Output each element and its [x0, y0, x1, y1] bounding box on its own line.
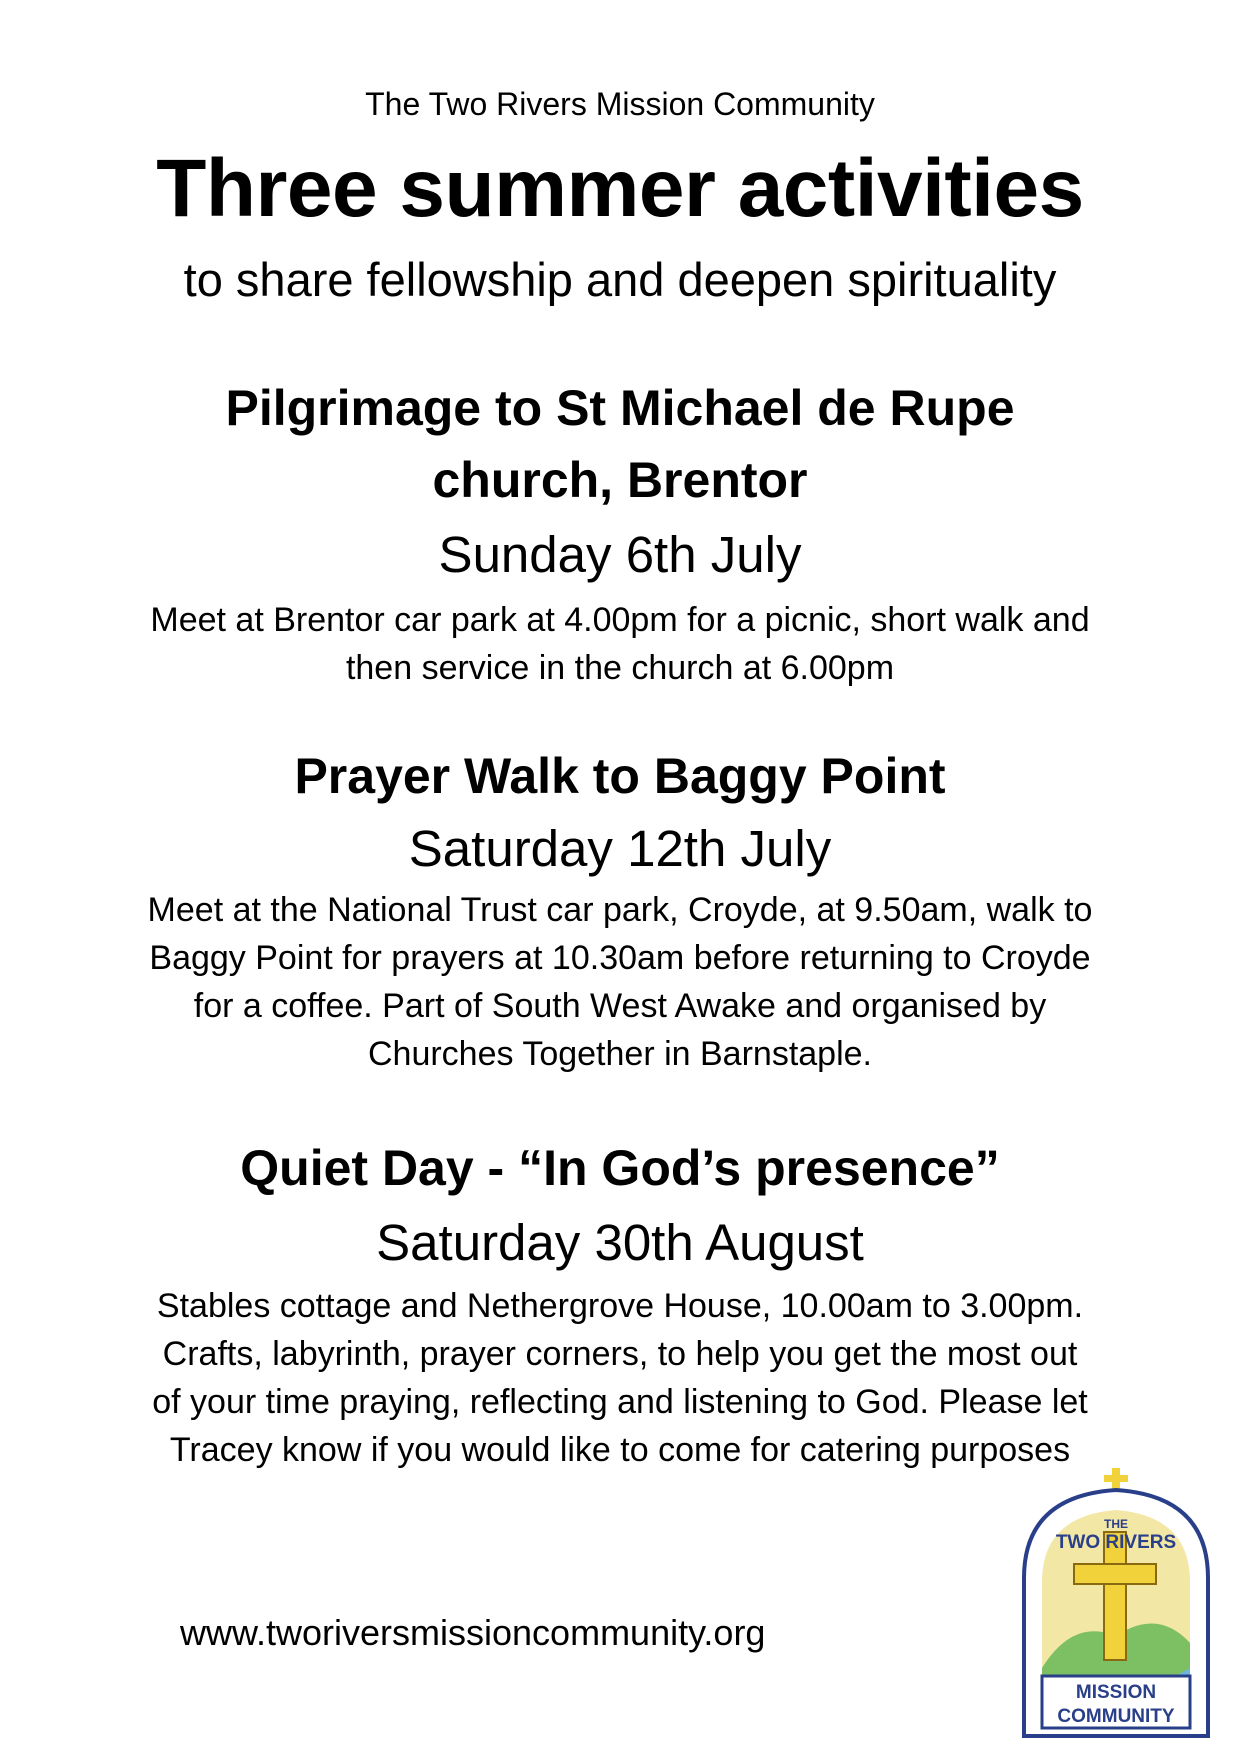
page-subtitle: to share fellowship and deepen spirituality	[183, 253, 1057, 306]
event-3-description	[0, 1282, 1240, 1474]
event-3-description-line: Stables cottage and Nethergrove House, 10.00am to 3.00pm.	[156, 1287, 1084, 1325]
event-3-description-line: of your time praying, reflecting and listening to God. Please let	[152, 1383, 1088, 1421]
event-1-description	[0, 596, 1240, 692]
organisation-name: The Two Rivers Mission Community	[365, 86, 875, 122]
event-3-description-line: Crafts, labyrinth, prayer corners, to help you get the most out	[162, 1335, 1078, 1373]
event-2-description-line: Churches Together in Barnstaple.	[367, 1035, 872, 1073]
event-2-title: Prayer Walk to Baggy Point	[294, 748, 946, 804]
event-1-title-line-1: Pilgrimage to St Michael de Rupe	[225, 380, 1015, 436]
two-rivers-logo-icon	[1018, 1468, 1214, 1738]
event-2-description	[0, 886, 1240, 1078]
event-2-description-line: Meet at the National Trust car park, Croyde, at 9.50am, walk to	[147, 891, 1093, 929]
event-3-description-line: Tracey know if you would like to come for catering purposes	[169, 1431, 1071, 1469]
event-1-title-line-2: church, Brentor	[432, 452, 808, 508]
event-3-title: Quiet Day - “In God’s presence”	[240, 1140, 1000, 1196]
page-title: Three summer activities	[156, 143, 1084, 234]
event-2-description-line: for a coffee. Part of South West Awake and organised by	[193, 987, 1047, 1025]
logo-text-two-rivers: TWO RIVERS	[1055, 1532, 1177, 1553]
event-1-date: Sunday 6th July	[438, 526, 802, 583]
event-3-date: Saturday 30th August	[376, 1214, 864, 1271]
logo-text-mission: MISSION	[1075, 1682, 1157, 1703]
event-2-description-line: Baggy Point for prayers at 10.30am before returning to Croyde	[149, 939, 1091, 977]
event-1-description-line: Meet at Brentor car park at 4.00pm for a picnic, short walk and	[150, 601, 1090, 639]
logo-text-community: COMMUNITY	[1057, 1706, 1175, 1727]
logo-text-the: THE	[1104, 1517, 1128, 1531]
event-1-title	[0, 372, 1240, 516]
website-link[interactable]: www.tworiversmissioncommunity.org	[180, 1612, 766, 1653]
event-1-description-line: then service in the church at 6.00pm	[345, 649, 895, 687]
event-2-date: Saturday 12th July	[408, 820, 832, 877]
